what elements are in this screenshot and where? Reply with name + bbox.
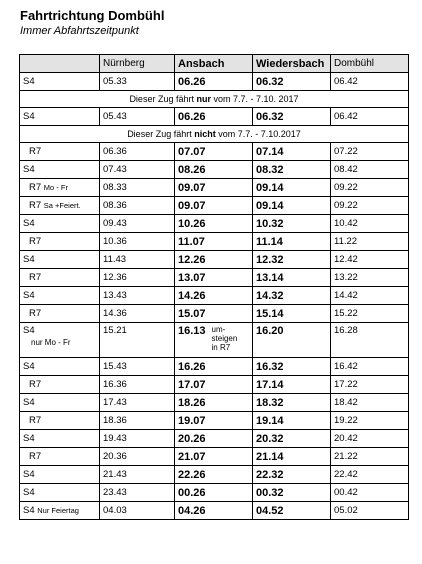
time-dombuehl: 05.02 <box>331 502 409 520</box>
time-nuernberg: 15.21 <box>100 323 175 358</box>
line-note: Mo - Fr <box>43 183 68 192</box>
train-row <box>20 108 409 126</box>
note-emphasis: nicht <box>194 129 216 139</box>
time-nuernberg: 05.43 <box>100 108 175 126</box>
time-wiedersbach: 14.32 <box>253 287 331 305</box>
train-row <box>20 394 409 412</box>
line-cell <box>20 412 100 430</box>
train-row <box>20 73 409 91</box>
line-cell <box>20 161 100 179</box>
timetable <box>19 54 409 520</box>
time-ansbach-value: 16.13 <box>178 325 206 337</box>
train-row <box>20 233 409 251</box>
time-nuernberg: 17.43 <box>100 394 175 412</box>
time-nuernberg: 07.43 <box>100 161 175 179</box>
line-label: S4 <box>23 76 35 87</box>
line-cell <box>20 305 100 323</box>
train-row <box>20 412 409 430</box>
line-label: S4 <box>23 505 35 516</box>
line-label: S4 <box>23 397 35 408</box>
line-label: S4 <box>23 433 35 444</box>
line-label: R7 <box>29 236 42 247</box>
time-wiedersbach: 10.32 <box>253 215 331 233</box>
time-ansbach <box>175 376 253 394</box>
time-nuernberg: 21.43 <box>100 466 175 484</box>
time-dombuehl: 13.22 <box>331 269 409 287</box>
time-nuernberg: 11.43 <box>100 251 175 269</box>
time-ansbach-value: 17.07 <box>178 378 206 391</box>
time-wiedersbach: 09.14 <box>253 179 331 197</box>
time-nuernberg: 06.36 <box>100 143 175 161</box>
time-wiedersbach: 18.32 <box>253 394 331 412</box>
time-ansbach <box>175 287 253 305</box>
train-row <box>20 179 409 197</box>
note-emphasis: nur <box>196 94 211 104</box>
train-row <box>20 197 409 215</box>
time-dombuehl: 15.22 <box>331 305 409 323</box>
time-wiedersbach: 06.32 <box>253 108 331 126</box>
time-wiedersbach: 09.14 <box>253 197 331 215</box>
time-dombuehl: 21.22 <box>331 448 409 466</box>
line-cell <box>20 287 100 305</box>
time-nuernberg: 20.36 <box>100 448 175 466</box>
train-row <box>20 466 409 484</box>
line-cell <box>20 197 100 215</box>
time-dombuehl: 14.42 <box>331 287 409 305</box>
train-row <box>20 161 409 179</box>
time-nuernberg: 10.36 <box>100 233 175 251</box>
line-label: R7 <box>29 182 42 193</box>
time-ansbach <box>175 358 253 376</box>
line-note: Sa +Feiert. <box>43 201 81 210</box>
time-dombuehl: 12.42 <box>331 251 409 269</box>
line-label: S4 <box>23 361 35 372</box>
time-dombuehl: 09.22 <box>331 197 409 215</box>
page-title: Fahrtrichtung Dombühl <box>20 8 165 23</box>
time-ansbach-value: 07.07 <box>178 145 206 158</box>
time-wiedersbach: 13.14 <box>253 269 331 287</box>
note-row <box>20 126 409 143</box>
line-label: R7 <box>29 451 42 462</box>
time-wiedersbach: 20.32 <box>253 430 331 448</box>
time-wiedersbach: 17.14 <box>253 376 331 394</box>
header-nuernberg: Nürnberg <box>100 55 175 73</box>
time-nuernberg: 04.03 <box>100 502 175 520</box>
header-row <box>20 55 409 73</box>
time-ansbach <box>175 466 253 484</box>
time-ansbach-value: 04.26 <box>178 504 206 517</box>
time-wiedersbach: 16.20 <box>253 323 331 358</box>
time-ansbach <box>175 430 253 448</box>
header-dombuehl: Dombühl <box>331 55 409 73</box>
time-ansbach <box>175 197 253 215</box>
time-nuernberg: 08.36 <box>100 197 175 215</box>
time-nuernberg: 14.36 <box>100 305 175 323</box>
train-row <box>20 215 409 233</box>
time-dombuehl: 10.42 <box>331 215 409 233</box>
train-row <box>20 484 409 502</box>
time-nuernberg: 15.43 <box>100 358 175 376</box>
train-row <box>20 287 409 305</box>
line-cell <box>20 376 100 394</box>
line-note: nur Mo - Fr <box>31 338 71 347</box>
time-ansbach-value: 15.07 <box>178 307 206 320</box>
time-nuernberg: 09.43 <box>100 215 175 233</box>
time-ansbach <box>175 161 253 179</box>
note-date-range: vom 7.7. - 7.10. 2017 <box>213 94 299 104</box>
time-ansbach <box>175 305 253 323</box>
time-dombuehl: 16.42 <box>331 358 409 376</box>
time-nuernberg: 12.36 <box>100 269 175 287</box>
train-row <box>20 305 409 323</box>
line-cell <box>20 215 100 233</box>
line-label: S4 <box>23 469 35 480</box>
note-text: Dieser Zug fährt <box>127 129 192 139</box>
train-row <box>20 143 409 161</box>
time-ansbach <box>175 269 253 287</box>
time-ansbach <box>175 108 253 126</box>
transfer-note: um- steigen in R7 <box>211 325 238 352</box>
time-wiedersbach: 19.14 <box>253 412 331 430</box>
time-ansbach <box>175 73 253 91</box>
line-label: S4 <box>23 290 35 301</box>
line-cell <box>20 179 100 197</box>
time-ansbach <box>175 502 253 520</box>
time-ansbach-value: 21.07 <box>178 450 206 463</box>
line-cell <box>20 358 100 376</box>
line-label: R7 <box>29 308 42 319</box>
line-label: R7 <box>29 200 42 211</box>
line-cell <box>20 73 100 91</box>
time-wiedersbach: 04.52 <box>253 502 331 520</box>
time-dombuehl: 06.42 <box>331 108 409 126</box>
time-ansbach-value: 22.26 <box>178 468 206 481</box>
line-label: R7 <box>29 415 42 426</box>
time-ansbach-value: 11.07 <box>178 235 205 248</box>
note-cell <box>20 91 409 108</box>
time-wiedersbach: 22.32 <box>253 466 331 484</box>
note-date-range: vom 7.7. - 7.10.2017 <box>218 129 301 139</box>
note-row <box>20 91 409 108</box>
time-wiedersbach: 11.14 <box>253 233 331 251</box>
line-label: S4 <box>23 254 35 265</box>
time-ansbach-value: 06.26 <box>178 75 206 88</box>
train-row <box>20 269 409 287</box>
time-wiedersbach: 08.32 <box>253 161 331 179</box>
train-row <box>20 448 409 466</box>
line-label: R7 <box>29 379 42 390</box>
time-dombuehl: 00.42 <box>331 484 409 502</box>
time-ansbach-value: 16.26 <box>178 360 206 373</box>
time-ansbach <box>175 323 253 358</box>
time-dombuehl: 17.22 <box>331 376 409 394</box>
time-ansbach <box>175 448 253 466</box>
line-label: R7 <box>29 272 42 283</box>
time-dombuehl: 08.42 <box>331 161 409 179</box>
train-row <box>20 251 409 269</box>
time-dombuehl: 11.22 <box>331 233 409 251</box>
line-cell <box>20 430 100 448</box>
time-dombuehl: 09.22 <box>331 179 409 197</box>
time-ansbach <box>175 233 253 251</box>
time-ansbach-value: 00.26 <box>178 486 206 499</box>
time-wiedersbach: 06.32 <box>253 73 331 91</box>
line-cell <box>20 323 100 358</box>
time-ansbach-value: 08.26 <box>178 163 206 176</box>
line-note: Nur Feiertag <box>37 506 79 515</box>
note-cell <box>20 126 409 143</box>
time-wiedersbach: 00.32 <box>253 484 331 502</box>
time-ansbach <box>175 215 253 233</box>
time-dombuehl: 06.42 <box>331 73 409 91</box>
time-nuernberg: 16.36 <box>100 376 175 394</box>
time-nuernberg: 19.43 <box>100 430 175 448</box>
header-ansbach: Ansbach <box>175 55 253 73</box>
time-ansbach-value: 06.26 <box>178 110 206 123</box>
line-cell <box>20 466 100 484</box>
time-ansbach <box>175 251 253 269</box>
train-row <box>20 358 409 376</box>
train-row <box>20 376 409 394</box>
time-nuernberg: 05.33 <box>100 73 175 91</box>
train-row <box>20 502 409 520</box>
line-cell <box>20 233 100 251</box>
line-cell <box>20 108 100 126</box>
line-cell <box>20 448 100 466</box>
line-label: R7 <box>29 146 42 157</box>
line-cell <box>20 143 100 161</box>
time-nuernberg: 13.43 <box>100 287 175 305</box>
time-ansbach-value: 12.26 <box>178 253 206 266</box>
note-text: Dieser Zug fährt <box>129 94 194 104</box>
time-ansbach <box>175 412 253 430</box>
time-ansbach-value: 13.07 <box>178 271 206 284</box>
time-wiedersbach: 15.14 <box>253 305 331 323</box>
time-ansbach-value: 10.26 <box>178 217 206 230</box>
time-dombuehl: 22.42 <box>331 466 409 484</box>
line-label: S4 <box>23 218 35 229</box>
time-ansbach-value: 18.26 <box>178 396 206 409</box>
line-label: S4 <box>23 164 35 175</box>
time-wiedersbach: 21.14 <box>253 448 331 466</box>
time-dombuehl: 20.42 <box>331 430 409 448</box>
time-dombuehl: 07.22 <box>331 143 409 161</box>
page-subtitle: Immer Abfahrtszeitpunkt <box>20 25 139 37</box>
train-row <box>20 323 409 358</box>
time-wiedersbach: 07.14 <box>253 143 331 161</box>
time-ansbach-value: 14.26 <box>178 289 206 302</box>
train-row <box>20 430 409 448</box>
time-ansbach-value: 09.07 <box>178 199 206 212</box>
line-cell <box>20 484 100 502</box>
header-wiedersbach: Wiedersbach <box>253 55 331 73</box>
timetable-body <box>20 73 409 520</box>
line-label: S4 <box>23 325 35 336</box>
time-nuernberg: 08.33 <box>100 179 175 197</box>
time-dombuehl: 19.22 <box>331 412 409 430</box>
time-ansbach-value: 20.26 <box>178 432 206 445</box>
time-ansbach <box>175 484 253 502</box>
line-cell <box>20 502 100 520</box>
line-cell <box>20 251 100 269</box>
line-label: S4 <box>23 487 35 498</box>
time-nuernberg: 23.43 <box>100 484 175 502</box>
line-cell <box>20 269 100 287</box>
time-ansbach <box>175 143 253 161</box>
header-line <box>20 55 100 73</box>
line-cell <box>20 394 100 412</box>
time-ansbach <box>175 394 253 412</box>
time-ansbach <box>175 179 253 197</box>
line-label: S4 <box>23 111 35 122</box>
time-ansbach-value: 09.07 <box>178 181 206 194</box>
time-ansbach-value: 19.07 <box>178 414 206 427</box>
time-dombuehl: 16.28 <box>331 323 409 358</box>
time-wiedersbach: 16.32 <box>253 358 331 376</box>
time-nuernberg: 18.36 <box>100 412 175 430</box>
time-dombuehl: 18.42 <box>331 394 409 412</box>
time-wiedersbach: 12.32 <box>253 251 331 269</box>
